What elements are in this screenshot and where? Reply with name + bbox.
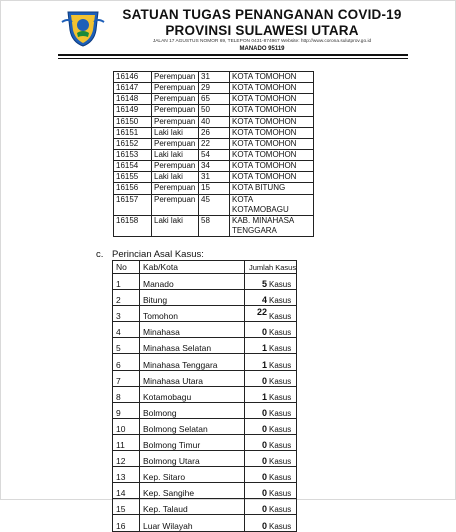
- row-no: 11: [113, 434, 140, 450]
- letterhead-subtitle: PROVINSI SULAWESI UTARA: [165, 23, 359, 38]
- case-count: 0: [261, 375, 267, 386]
- case-location: KOTA TOMOHON: [230, 83, 314, 94]
- case-count: 22: [256, 307, 267, 318]
- case-location-line2: TENGGARA: [232, 225, 277, 235]
- letterhead-title: SATUAN TUGAS PENANGANAN COVID-19: [122, 7, 402, 22]
- case-gender: Perempuan: [152, 138, 199, 149]
- table-row: [114, 172, 314, 183]
- row-region: Minahasa: [140, 322, 245, 338]
- case-count: 1: [261, 391, 267, 402]
- case-age: 34: [199, 161, 230, 172]
- row-total: [245, 418, 297, 434]
- table-row: [114, 194, 314, 215]
- header-region: Kab/Kota: [140, 261, 245, 274]
- case-id: 16156: [114, 183, 152, 194]
- case-id: 16157: [114, 194, 152, 215]
- case-location: KOTA TOMOHON: [230, 149, 314, 160]
- case-count: 0: [261, 327, 267, 338]
- table-row: [113, 467, 297, 483]
- header-no: No: [113, 261, 140, 274]
- case-age: 31: [199, 72, 230, 83]
- table-row: [114, 116, 314, 127]
- row-region: Minahasa Tenggara: [140, 354, 245, 370]
- row-no: 1: [113, 274, 140, 290]
- table-row: [114, 83, 314, 94]
- case-id: 16154: [114, 161, 152, 172]
- table-row: [113, 515, 297, 531]
- header-rule-thin: [58, 58, 408, 59]
- row-region: Bitung: [140, 290, 245, 306]
- row-no: 3: [113, 306, 140, 322]
- row-no: 2: [113, 290, 140, 306]
- case-unit: Kasus: [269, 296, 292, 306]
- row-region: Kep. Sitaro: [140, 467, 245, 483]
- table-row: [113, 274, 297, 290]
- table-row: [113, 306, 297, 322]
- case-location: KOTA TOMOHON: [230, 127, 314, 138]
- row-region: Kep. Sangihe: [140, 483, 245, 499]
- case-unit: Kasus: [269, 505, 292, 515]
- letterhead-city: MANADO 95119: [239, 46, 285, 52]
- row-total: [245, 354, 297, 370]
- row-total: [245, 322, 297, 338]
- case-unit: Kasus: [269, 280, 292, 290]
- row-total: [245, 370, 297, 386]
- case-gender: Perempuan: [152, 83, 199, 94]
- row-region: Bolmong: [140, 402, 245, 418]
- case-id: 16147: [114, 83, 152, 94]
- case-count: 5: [261, 279, 267, 290]
- case-gender: Laki laki: [152, 127, 199, 138]
- row-no: 15: [113, 499, 140, 515]
- table-row: [113, 451, 297, 467]
- case-id: 16152: [114, 138, 152, 149]
- row-region: Minahasa Selatan: [140, 338, 245, 354]
- table-row: [113, 354, 297, 370]
- letterhead-address: JALAN 17 AGUSTUS NOMOR 69, TELEPON 0431-874967 Website: http://www.corona.sulutprov.go.id: [152, 39, 372, 44]
- row-total: [245, 338, 297, 354]
- provincial-emblem-icon: [60, 8, 106, 48]
- case-origin-table: [112, 260, 297, 532]
- case-id: 16158: [114, 215, 152, 236]
- case-location: KOTA TOMOHON: [230, 116, 314, 127]
- case-unit: Kasus: [269, 344, 292, 354]
- case-unit: Kasus: [269, 312, 292, 322]
- row-no: 4: [113, 322, 140, 338]
- case-unit: Kasus: [269, 360, 292, 370]
- case-count: 0: [261, 520, 267, 531]
- table-row: [114, 183, 314, 194]
- case-location: KOTA TOMOHON: [230, 172, 314, 183]
- row-no: 12: [113, 451, 140, 467]
- row-total: [245, 290, 297, 306]
- row-total: [245, 386, 297, 402]
- row-region: Luar Wilayah: [140, 515, 245, 531]
- case-id: 16146: [114, 72, 152, 83]
- table-row: [113, 338, 297, 354]
- table-row: [114, 127, 314, 138]
- case-unit: Kasus: [269, 392, 292, 402]
- row-no: 8: [113, 386, 140, 402]
- row-no: 5: [113, 338, 140, 354]
- table-row: [114, 105, 314, 116]
- case-age: 65: [199, 94, 230, 105]
- case-age: 54: [199, 149, 230, 160]
- row-region: Minahasa Utara: [140, 370, 245, 386]
- row-region: Bolmong Timur: [140, 434, 245, 450]
- case-location: KOTA TOMOHON: [230, 161, 314, 172]
- row-total: [245, 515, 297, 531]
- row-region: Bolmong Utara: [140, 451, 245, 467]
- row-no: 6: [113, 354, 140, 370]
- table-row: [114, 149, 314, 160]
- header-rule-thick: [58, 54, 408, 56]
- case-unit: Kasus: [269, 424, 292, 434]
- row-total: [245, 499, 297, 515]
- case-gender: Perempuan: [152, 116, 199, 127]
- row-region: Manado: [140, 274, 245, 290]
- case-gender: Perempuan: [152, 161, 199, 172]
- row-total: [245, 467, 297, 483]
- case-unit: Kasus: [269, 441, 292, 451]
- case-gender: Laki laki: [152, 172, 199, 183]
- header-total: Jumlah Kasus: [245, 261, 297, 274]
- table-row: [114, 94, 314, 105]
- case-gender: Perempuan: [152, 194, 199, 215]
- row-total: [245, 306, 297, 322]
- case-gender: Laki laki: [152, 149, 199, 160]
- row-total: [245, 483, 297, 499]
- row-region: Tomohon: [140, 306, 245, 322]
- case-location: KOTA TOMOHON: [230, 72, 314, 83]
- case-unit: Kasus: [269, 408, 292, 418]
- row-no: 7: [113, 370, 140, 386]
- case-location: KOTA BITUNG: [230, 183, 314, 194]
- case-age: 15: [199, 183, 230, 194]
- table-row: [114, 72, 314, 83]
- case-id: 16151: [114, 127, 152, 138]
- case-unit: Kasus: [269, 376, 292, 386]
- case-id: 16149: [114, 105, 152, 116]
- case-location: KOTA TOMOHON: [230, 105, 314, 116]
- case-age: 31: [199, 172, 230, 183]
- case-id: 16150: [114, 116, 152, 127]
- case-id: 16148: [114, 94, 152, 105]
- row-total: [245, 451, 297, 467]
- row-total: [245, 434, 297, 450]
- case-age: 58: [199, 215, 230, 236]
- case-location: KOTA TOMOHON: [230, 138, 314, 149]
- case-id: 16153: [114, 149, 152, 160]
- case-age: 40: [199, 116, 230, 127]
- case-unit: Kasus: [269, 328, 292, 338]
- case-gender: Perempuan: [152, 183, 199, 194]
- table-header-row: [113, 261, 297, 274]
- case-age: 29: [199, 83, 230, 94]
- case-count: 0: [261, 407, 267, 418]
- table-row: [113, 499, 297, 515]
- case-location: KOTA TOMOHON: [230, 94, 314, 105]
- row-no: 14: [113, 483, 140, 499]
- case-list-table: [113, 71, 314, 237]
- case-unit: Kasus: [269, 473, 292, 483]
- case-unit: Kasus: [269, 489, 292, 499]
- table-row: [114, 138, 314, 149]
- table-row: [113, 290, 297, 306]
- case-count: 1: [261, 343, 267, 354]
- case-gender: Laki laki: [152, 215, 199, 236]
- table-row: [113, 402, 297, 418]
- section-heading: [96, 249, 204, 260]
- case-location-line1: KAB. MINAHASA: [232, 215, 295, 225]
- row-no: 13: [113, 467, 140, 483]
- case-count: 0: [261, 504, 267, 515]
- case-count: 0: [261, 488, 267, 499]
- row-total: [245, 402, 297, 418]
- row-no: 16: [113, 515, 140, 531]
- case-gender: Perempuan: [152, 105, 199, 116]
- case-unit: Kasus: [269, 457, 292, 467]
- case-gender: Perempuan: [152, 94, 199, 105]
- row-region: Kotamobagu: [140, 386, 245, 402]
- case-age: 26: [199, 127, 230, 138]
- case-location: KOTA KOTAMOBAGU: [230, 194, 314, 215]
- case-count: 1: [261, 359, 267, 370]
- table-row: [114, 215, 314, 236]
- table-row: [113, 386, 297, 402]
- case-age: 45: [199, 194, 230, 215]
- case-count: 0: [261, 440, 267, 451]
- case-count: 0: [261, 456, 267, 467]
- table-row: [113, 322, 297, 338]
- case-count: 0: [261, 472, 267, 483]
- table-row: [113, 483, 297, 499]
- row-region: Bolmong Selatan: [140, 418, 245, 434]
- row-no: 10: [113, 418, 140, 434]
- row-total: [245, 274, 297, 290]
- case-gender: Perempuan: [152, 72, 199, 83]
- section-title: Perincian Asal Kasus:: [112, 249, 204, 260]
- table-row: [113, 418, 297, 434]
- section-label: c.: [96, 249, 104, 260]
- table-row: [113, 370, 297, 386]
- case-age: 22: [199, 138, 230, 149]
- row-region: Kep. Talaud: [140, 499, 245, 515]
- case-location: [230, 215, 314, 236]
- case-count: 4: [261, 295, 267, 306]
- row-no: 9: [113, 402, 140, 418]
- case-id: 16155: [114, 172, 152, 183]
- table-row: [113, 434, 297, 450]
- table-row: [114, 161, 314, 172]
- case-unit: Kasus: [269, 521, 292, 531]
- case-age: 50: [199, 105, 230, 116]
- case-count: 0: [261, 423, 267, 434]
